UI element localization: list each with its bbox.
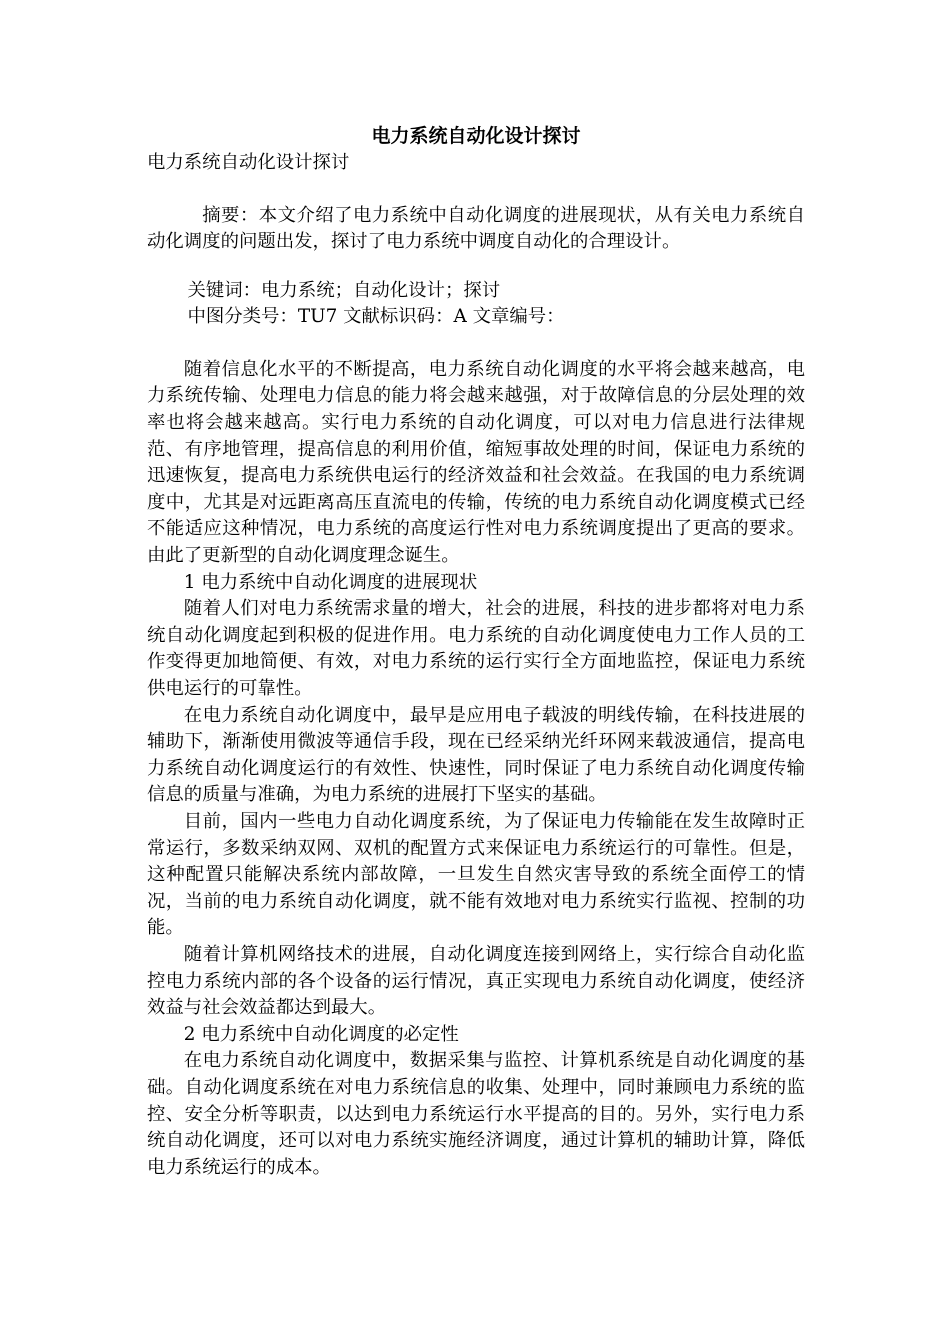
intro-paragraph: 随着信息化水平的不断提高，电力系统自动化调度的水平将会越来越高，电力系统传输、处理电力信息的能力将会越来越强，对于故障信息的分层处理的效率也将会越来越高。实行电力系统的自动化调度，可以对电力信息进行法律规范、有序地管理，提高信息的利用价值，缩短事故处理的时间，保证电力系统的迅速恢复，提高电力系统供电运行的经济效益和社会效益。在我国的电力系统调度中，尤其是对远距离高压直流电的传输，传统的电力系统自动化调度模式已经不能适应这种情况，电力系统的高度运行性对电力系统调度提出了更高的要求。由此了更新型的自动化调度理念诞生。 xyxy=(147,358,805,567)
body-paragraph: 在电力系统自动化调度中，最早是应用电子载波的明线传输，在科技进展的辅助下，渐渐使用微波等通信手段，现在已经采纳光纤环网来载波通信，提高电力系统自动化调度运行的有效性、快速性，同时保证了电力系统自动化调度传输信息的质量与准确，为电力系统的进展打下坚实的基础。 xyxy=(147,704,805,806)
body-paragraph: 随着人们对电力系统需求量的增大，社会的进展，科技的进步都将对电力系统自动化调度起到积极的促进作用。电力系统的自动化调度使电力工作人员的工作变得更加地简便、有效，对电力系统的运行实行全方面地监控，保证电力系统供电运行的可靠性。 xyxy=(147,598,805,699)
keywords-line: 关键词：电力系统；自动化设计；探讨 xyxy=(187,279,501,301)
spacer xyxy=(147,331,805,357)
classification-line: 中图分类号：TU7 文献标识码：A 文章编号： xyxy=(187,306,565,328)
body-paragraph: 随着计算机网络技术的进展，自动化调度连接到网络上，实行综合自动化监控电力系统内部的各个设备的运行情况，真正实现电力系统自动化调度，使经济效益与社会效益都达到最大。 xyxy=(147,943,805,1019)
section-heading-2: 2 电力系统中自动化调度的必定性 xyxy=(183,1023,459,1045)
document-title: 电力系统自动化设计探讨 xyxy=(371,125,581,147)
document-body xyxy=(147,122,805,1181)
body-paragraph: 在电力系统自动化调度中，数据采集与监控、计算机系统是自动化调度的基础。自动化调度系统在对电力系统信息的收集、处理中，同时兼顾电力系统的监控、安全分析等职责，以达到电力系统运行水平提高的目的。另外，实行电力系统自动化调度，还可以对电力系统实施经济调度，通过计算机的辅助计算，降低电力系统运行的成本。 xyxy=(147,1050,805,1178)
body-paragraph: 目前，国内一些电力自动化调度系统，为了保证电力传输能在发生故障时正常运行，多数采纳双网、双机的配置方式来保证电力系统运行的可靠性。但是，这种配置只能解决系统内部故障，一旦发生自然灾害导致的系统全面停工的情况，当前的电力系统自动化调度，就不能有效地对电力系统实行监视、控制的功能。 xyxy=(147,810,805,939)
document-subtitle: 电力系统自动化设计探讨 xyxy=(147,152,350,173)
abstract-paragraph: 摘要：本文介绍了电力系统中自动化调度的进展现状，从有关电力系统自动化调度的问题出发，探讨了电力系统中调度自动化的合理设计。 xyxy=(147,204,805,253)
spacer xyxy=(147,256,805,278)
spacer xyxy=(147,177,805,203)
section-heading-1: 1 电力系统中自动化调度的进展现状 xyxy=(183,571,478,593)
